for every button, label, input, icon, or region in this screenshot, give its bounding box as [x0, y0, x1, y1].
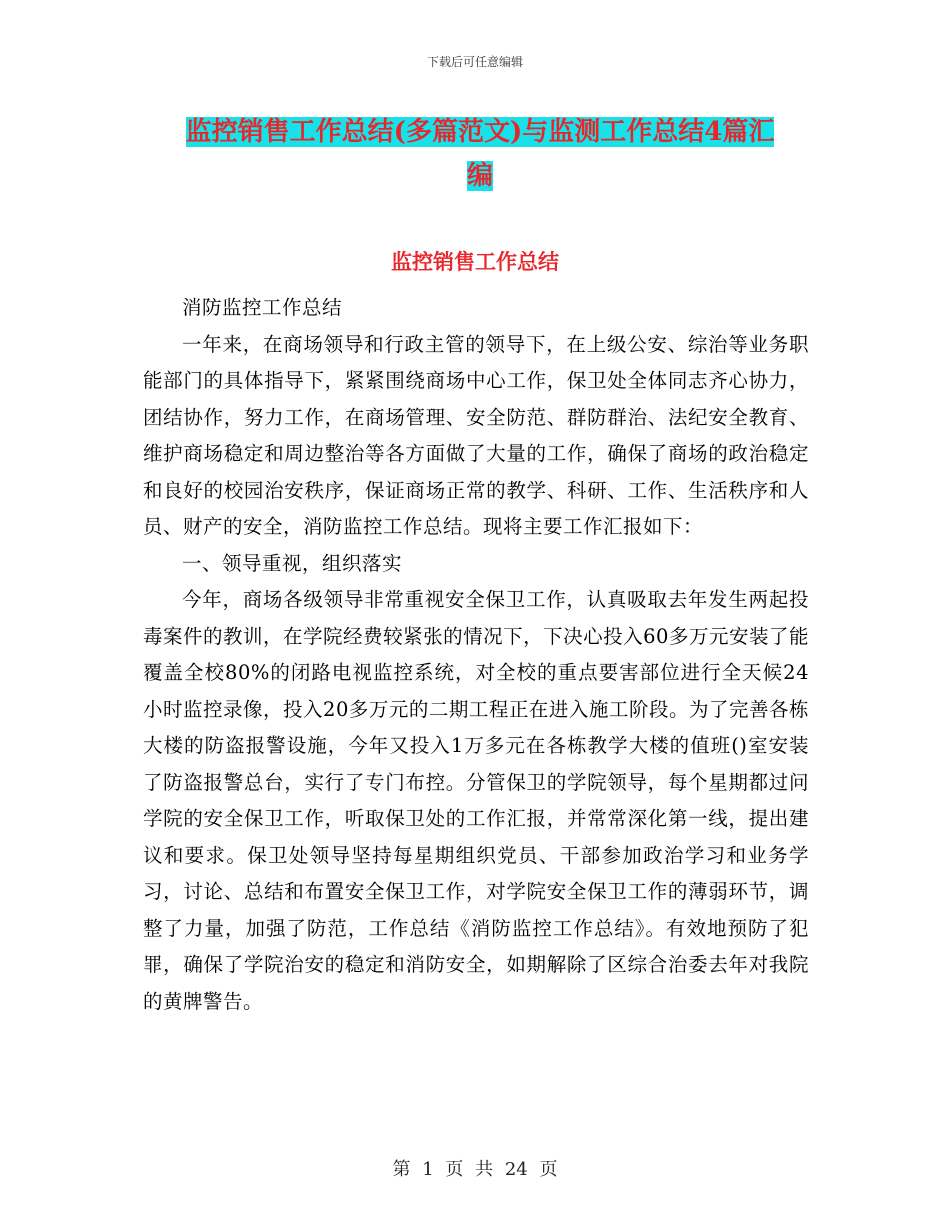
document-title: [150, 110, 810, 198]
paragraph-body-1: 今年，商场各级领导非常重视安全保卫工作，认真吸取去年发生两起投毒案件的教训，在学院经费较紧张的情况下，下决心投入60多万元安装了能覆盖全校80%的闭路电视监控系统，对全校的重点要害部位进行全天候24小时监控录像，投入20多万元的二期工程正在进入施工阶段。为了完善各栋大楼的防盗报警设施，今年又投入1万多元在各栋教学大楼的值班()室安装了防盗报警总台，实行了专门布控。分管保卫的学院领导，每个星期都过问学院的安全保卫工作，听取保卫处的工作汇报，并常常深化第一线，提出建议和要求。保卫处领导坚持每星期组织党员、干部参加政治学习和业务学习，讨论、总结和布置安全保卫工作，对学院安全保卫工作的薄弱环节，调整了力量，加强了防范，工作总结《消防监控工作总结》。有效地预防了犯罪，确保了学院治安的稳定和消防安全，如期解除了区综合治委去年对我院的黄牌警告。: [143, 588, 809, 1013]
document-title-line-2: 编: [466, 161, 493, 191]
document-title-line-1: 监控销售工作总结(多篇范文)与监测工作总结4篇汇: [185, 117, 775, 147]
paragraph-heading-1: 一、领导重视，组织落实: [182, 551, 403, 575]
paragraph-intro: 一年来，在商场领导和行政主管的领导下，在上级公安、综治等业务职能部门的具体指导下，紧紧围绕商场中心工作，保卫处全体同志齐心协力，团结协作，努力工作，在商场管理、安全防范、群防群治、法纪安全教育、维护商场稳定和周边整治等各方面做了大量的工作，确保了商场的政治稳定和良好的校园治安秩序，保证商场正常的教学、科研、工作、生活秩序和人员、财产的安全，消防监控工作总结。现将主要工作汇报如下：: [143, 332, 809, 538]
section-title: 监控销售工作总结: [391, 249, 559, 274]
page-number: 第 1 页 共 24 页: [392, 1159, 558, 1180]
body-text: [143, 290, 809, 1020]
paragraph-subtitle: 消防监控工作总结: [182, 296, 343, 319]
header-note: 下载后可任意编辑: [426, 55, 523, 69]
